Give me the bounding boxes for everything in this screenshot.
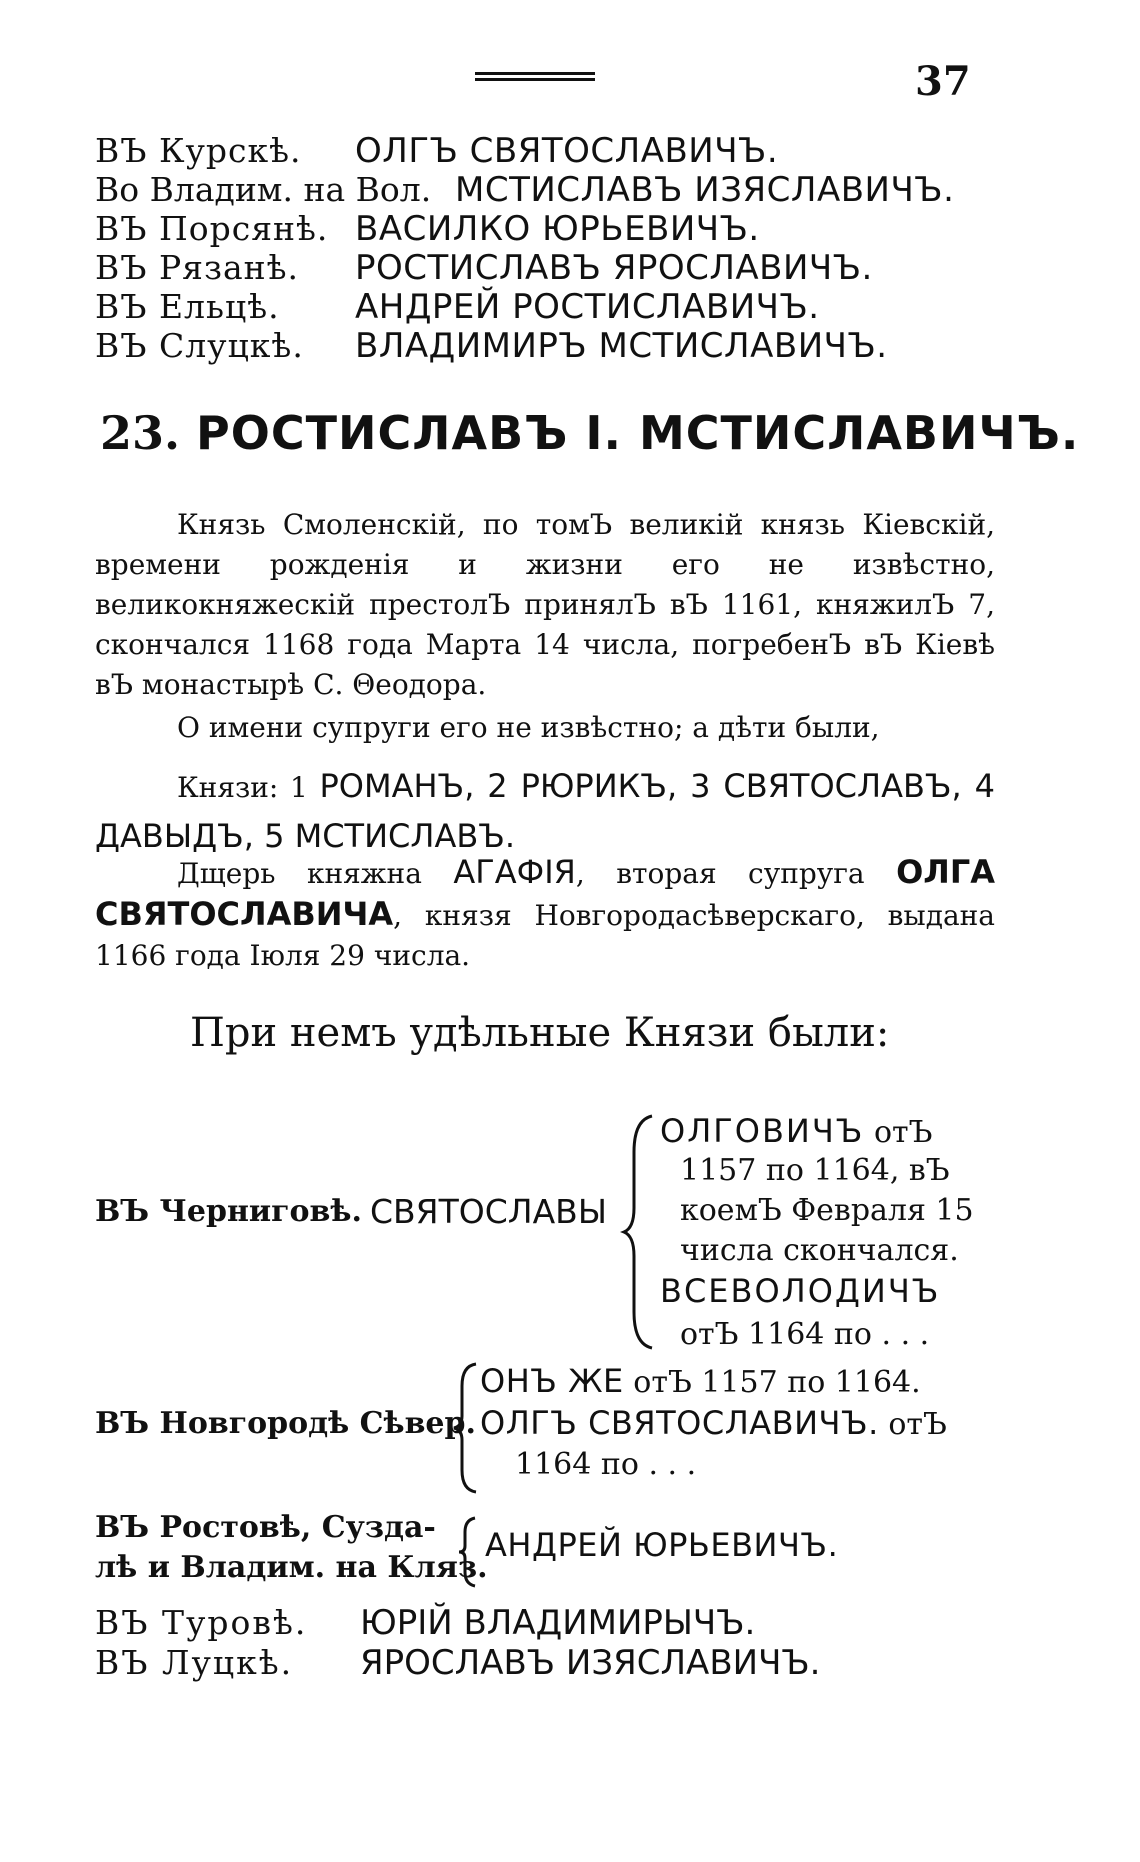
city-name: ВЪ Черниговѣ.: [95, 1194, 362, 1229]
line-text: отЪ: [864, 1115, 933, 1150]
caps-text: ОЛГОВИЧЪ: [660, 1112, 865, 1150]
page-number: 37: [915, 58, 971, 105]
line-text: отЪ: [878, 1407, 947, 1442]
chernigov-line: [680, 1192, 974, 1230]
novgorod-line: [480, 1362, 921, 1402]
city-name: лѣ и Владим. на Кляз.: [95, 1550, 488, 1585]
line-text: числа скончался.: [680, 1233, 959, 1268]
ruler-row: [95, 171, 954, 209]
line-text: 1157 по 1164, вЪ: [680, 1153, 950, 1188]
section-title: РОСТИСЛАВЪ I. МСТИСЛАВИЧЪ.: [196, 406, 1080, 460]
rostov-line: [485, 1526, 838, 1566]
prince-name: ВАСИЛКО ЮРЬЕВИЧЪ.: [355, 209, 760, 249]
city-name: ВЪ Новгородѣ Сѣвер.: [95, 1406, 476, 1441]
chernigov-line: [680, 1232, 959, 1270]
prince-name: СВЯТОСЛАВЫ: [370, 1192, 607, 1231]
ruler-row: [95, 249, 873, 287]
caps-text: ОЛГЪ СВЯТОСЛАВИЧЪ.: [480, 1404, 879, 1442]
brace-icon: [620, 1112, 660, 1352]
daughter-paragraph: [95, 852, 995, 976]
spouse-paragraph: О имени супруги его не извѣстно; а дѣти были,: [177, 711, 880, 744]
prince-name: АНДРЕЙ РОСТИСЛАВИЧЪ.: [355, 287, 820, 327]
city-name: ВЪ Туровѣ.: [95, 1603, 308, 1642]
ruler-row: [95, 288, 820, 326]
city-name: Во Владим. на Вол.: [95, 170, 432, 209]
husband-name: ОЛГА СВЯТОСЛАВИЧА: [95, 853, 995, 933]
brace-icon: [455, 1514, 481, 1590]
header-rule: [475, 72, 595, 86]
line-text: отЪ 1164 по . . .: [680, 1317, 930, 1352]
prince-name: АНДРЕЙ ЮРЬЕВИЧЪ.: [485, 1526, 839, 1564]
caps-text: ВСЕВОЛОДИЧЪ: [660, 1272, 941, 1310]
city-name: ВЪ Порсянѣ.: [95, 209, 329, 248]
daughter-name: АГАФIЯ: [453, 853, 576, 891]
prince-name: ВЛАДИМИРЪ МСТИСЛАВИЧЪ.: [355, 326, 888, 366]
section-number: 23.: [100, 406, 181, 460]
prince-name: ОЛГЪ СВЯТОСЛАВИЧЪ.: [355, 131, 779, 171]
city-name: ВЪ Рязанѣ.: [95, 248, 300, 287]
line-text: отЪ 1157 по 1164.: [623, 1365, 921, 1400]
prince-name: МСТИСЛАВЪ ИЗЯСЛАВИЧЪ.: [455, 170, 955, 210]
caps-text: ОНЪ ЖЕ: [480, 1362, 624, 1400]
biography-paragraph: Князь Смоленскiй, по томЪ великiй князь Кiевскiй, времени рожденiя и жизни его не извѣстно, великокняжескiй престолЪ принялЪ вЪ 1161, княжилЪ 7, скончался 1168 года Марта 14 числа, погребенЪ вЪ Кiевѣ вЪ монастырѣ С. Θеодора.: [95, 508, 995, 701]
chernigov-line: [660, 1112, 932, 1152]
city-name: ВЪ Слуцкѣ.: [95, 326, 304, 365]
subheading: При немъ удѣльные Князи были:: [190, 1010, 890, 1056]
city-name: ВЪ Луцкѣ.: [95, 1643, 294, 1682]
sons-list: РОМАНЪ, 2 РЮРИКЪ, 3 СВЯТОСЛАВЪ, 4 ДАВЫДЪ, 5 МСТИСЛАВЪ.: [95, 767, 996, 855]
brace-icon: [450, 1360, 482, 1496]
city-name: ВЪ Ростовѣ, Сузда-: [95, 1510, 436, 1545]
sons-paragraph: [95, 762, 995, 862]
line-text: 1164 по . . .: [515, 1447, 697, 1482]
daughter-prefix: Дщерь княжна: [177, 857, 454, 890]
prince-name: ЮРIЙ ВЛАДИМИРЫЧЪ.: [360, 1603, 756, 1643]
daughter-rest: , князя Новгородасѣверскаго, выдана 1166 года Iюля 29 числа.: [95, 899, 995, 972]
ruler-row: [95, 1644, 821, 1682]
prince-name: ЯРОСЛАВЪ ИЗЯСЛАВИЧЪ.: [360, 1643, 821, 1683]
novgorod-line: [515, 1446, 696, 1484]
novgorod-line: [480, 1404, 947, 1444]
ruler-row: [95, 210, 760, 248]
ruler-row: [95, 327, 888, 365]
line-text: коемЪ Февраля 15: [680, 1193, 974, 1228]
chernigov-line: [680, 1316, 929, 1354]
section-heading: [100, 406, 1079, 460]
prince-name: РОСТИСЛАВЪ ЯРОСЛАВИЧЪ.: [355, 248, 873, 288]
ruler-row: [95, 1604, 755, 1642]
city-name: ВЪ Курскѣ.: [95, 131, 302, 170]
chernigov-line: [660, 1272, 940, 1312]
chernigov-line: [680, 1152, 950, 1190]
sons-prefix: Князи: 1: [177, 771, 320, 804]
daughter-mid: , вторая супруга: [575, 857, 897, 890]
city-name: ВЪ Ельцѣ.: [95, 287, 280, 326]
ruler-row: [95, 132, 778, 170]
